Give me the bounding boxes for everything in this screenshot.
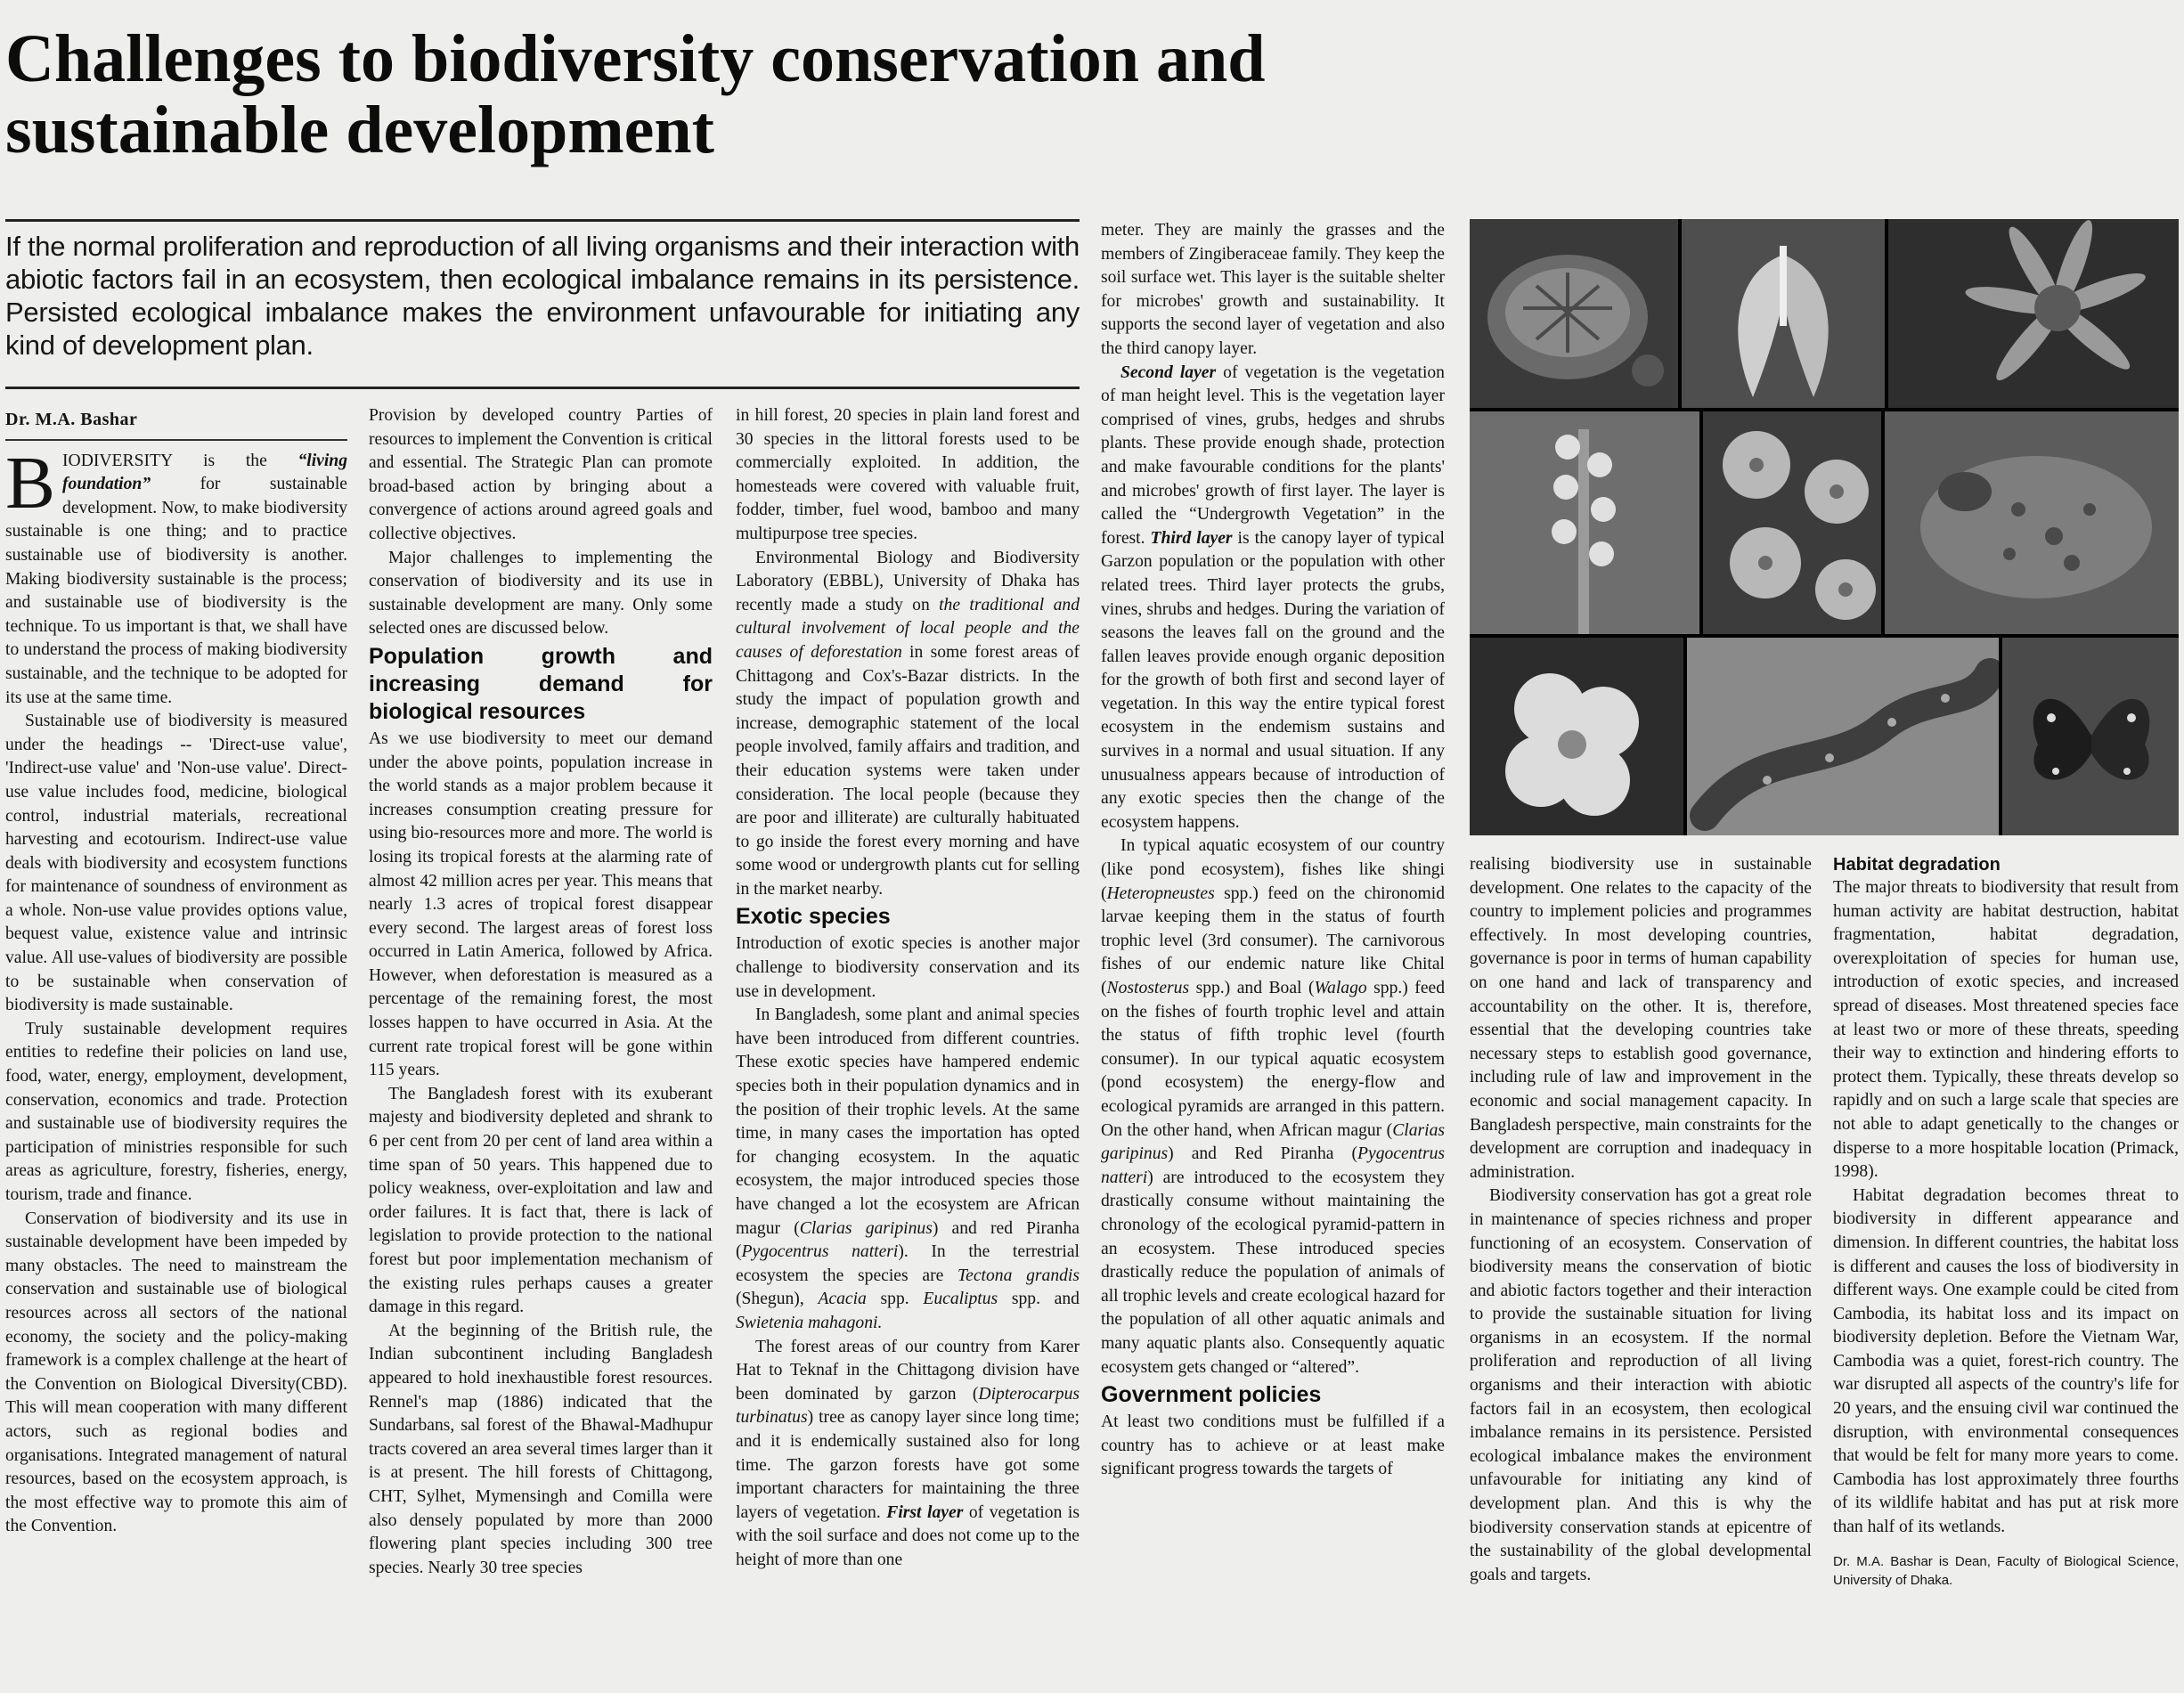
- drop-cap: B: [5, 441, 56, 525]
- standfirst: If the normal proliferation and reproduction of all living organisms and their interaction with abiotic factors fail in an ecosystem, then ecological imbalance remains in its persistence. Persisted ecological imbalance makes the environment unfavourable for initiating any kind of development plan.: [5, 231, 1080, 361]
- subheading-habitat-degradation: Habitat degradation: [1833, 855, 2001, 875]
- paragraph: Provision by developed country Parties of resources to implement the Convention is critical and essential. The Strategic Plan can promote broad-based action by bringing about a convergence of actions around agreed goals and collective objectives.: [369, 406, 713, 543]
- paragraph: in hill forest, 20 species in plain land forest and 30 species in the littoral forests used to be commercially exploited. In addition, the homesteads were covered with valuable fruit, fodder, timber, fuel wood, bamboo and many multipurpose tree species.: [736, 406, 1080, 543]
- paragraph: As we use biodiversity to meet our demand under the above points, population increase in the world stands as a major problem because it increases consumption creating pressure for using bio-resources more and more. The world is losing its tropical forests at the alarming rate of almost 42 million acres per year. This means that nearly 1.3 acres of tropical forest disappear every second. The largest areas of forest loss occurred in Latin America, followed by Africa. However, when deforestation is measured as a percentage of the remaining forest, the most losses happen to have occurred in Asia. At the current rate tropical forest will be gone within 115 years.: [369, 728, 713, 1080]
- paragraph: Truly sustainable development requires entities to redefine their policies on land use, food, water, energy, employment, development, conservation, economics and trade. Protection and sustainable use of biodiversity requires the participation of ministries responsible for such areas as agriculture, forestry, fisheries, energy, tourism, trade and finance.: [5, 1019, 347, 1204]
- frog-photo: [1885, 411, 2179, 634]
- headline: Challenges to biodiversity conservation and sustainable development: [5, 21, 1266, 167]
- subheading-government-policies: Government policies: [1101, 1382, 1322, 1408]
- byline: Dr. M.A. Bashar: [5, 408, 347, 441]
- column-4: [1101, 219, 1445, 1482]
- moth-photo: [1682, 219, 1885, 408]
- paragraph: Habitat degradation becomes threat to biodiversity in different appearance and dimension. In different countries, the habitat loss is different and causes the loss of biodiversity in different ways. One example could be cited from Cambodia, its habitat loss and its impact on biodiversity depletion. Before the Vietnam War, Cambodia was a quiet, forest-rich country. The war disrupted all aspects of the country's life for 20 years, and the ensuing civil war continued the disruption, with environmental consequences that would be felt for many more years to come. Cambodia has lost approximately three fourths of its wildlife habitat and has put at risk more than half of its wetlands.: [1833, 1185, 2179, 1537]
- turtle-photo: [1470, 219, 1678, 408]
- butterfly-photo: [2002, 638, 2179, 835]
- paragraph: Biodiversity conservation has got a great role in maintenance of species richness and proper functioning of an ecosystem. Conservation of biodiversity means the conservation of biotic and abiotic factors together and their interaction to provide the sustainable situation for living organisms in an ecosystem. If the normal proliferation and reproduction of all living organisms and their interaction with abiotic factors fail in an ecosystem, then ecological imbalance remains in its persistence. Persisted ecological imbalance makes the environment unfavourable for initiating any kind of development plan. And this is why the biodiversity conservation stands at epicentre of the sustainability of the global developmental goals and targets.: [1470, 1186, 1812, 1584]
- column-2: [369, 404, 713, 1580]
- column-1: [5, 408, 347, 1539]
- salamander-photo: [1687, 638, 1999, 835]
- author-note: Dr. M.A. Bashar is Dean, Faculty of Biological Science, University of Dhaka.: [1833, 1553, 2179, 1588]
- standfirst-top-rule: [5, 219, 1080, 222]
- paragraph: Major challenges to implementing the conservation of biodiversity and its use in sustainable development are many. Only some selected ones are discussed below.: [369, 548, 713, 639]
- column-5: [1470, 853, 1812, 1587]
- paragraph: Environmental Biology and Biodiversity Laboratory (EBBL), University of Dhaka has recently made a study on the traditional and cultural involvement of local people and the causes of deforestation in some forest areas of Chittagong and Cox's-Bazar districts. In the study the impact of population growth and increase, demographic statement of the local people involved, family affairs and tradition, and their education systems were taken under consideration. The local people (because they are poor and illiterate) are culturally habituated to go inside the forest every morning and have some wood or undergrowth plants cut for selling in the market nearby.: [736, 548, 1080, 899]
- paragraph: In typical aquatic ecosystem of our country (like pond ecosystem), fishes like shingi (Heteropneustes spp.) feed on the chironomid larvae keeping them in the status of fourth trophic level (3rd consumer). The carnivorous fishes of our endemic nature like Chital (Nostosterus spp.) and Boal (Walago spp.) feed on the fishes of fourth trophic level and attain the status of fifth trophic level (fourth consumer). In our typical aquatic ecosystem (pond ecosystem) the energy-flow and ecological pyramids are arranged in this pattern. On the other hand, when African magur (Clarias garipinus) and Red Piranha (Pygocentrus natteri) are introduced to the ecosystem they drastically consume without maintaining the chronology of the ecological pyramid-pattern in an ecosystem. These introduced species drastically reduce the population of animals of all trophic levels and create ecological hazard for the population of all other aquatic animals and many aquatic plants also. Consequently aquatic ecosystem gets changed or “altered”.: [1101, 836, 1446, 1377]
- paragraph: realising biodiversity use in sustainable development. One relates to the capacity of the country to implement policies and programmes effectively. In most developing countries, governance is poor in terms of human capability on one hand and lack of transparency and accountability on the other. It is, therefore, essential that the developing countries take necessary steps to establish good governance, including rule of law and improvement in the economic and social management capacity. In Bangladesh perspective, main constraints for the development are corruption and inadequacy in administration.: [1470, 855, 1812, 1182]
- column-3: [736, 404, 1080, 1573]
- paragraph: At the beginning of the British rule, the Indian subcontinent including Bangladesh appeared to hold inexhaustible forest resources. Rennel's map (1886) indicated that the Sundarbans, sal forest of the Bhawal-Madhupur tracts covered an area several times larger than it is at present. The hill forests of Chittagong, CHT, Sylhet, Mymensingh and Comilla were also densely populated by more than 2000 flowering plant species including 300 tree species. Nearly 30 tree species: [369, 1321, 713, 1577]
- paragraph: Conservation of biodiversity and its use in sustainable development have been impeded by many obstacles. The need to mainstream the conservation and sustainable use of biological resources across all sectors of the national economy, the society and the policy-making framework is a complex challenge at the heart of the Convention on Biological Diversity(CBD). This will mean cooperation with many different actors, such as regional bodies and organisations. Integrated management of natural resources, based on the ecosystem approach, is the most effective way to promote this aim of the Convention.: [5, 1209, 347, 1536]
- photo-collage: [1470, 219, 2179, 835]
- flower-photo-top: [1888, 219, 2179, 408]
- paragraph: The major threats to biodiversity that result from human activity are habitat destruction, habitat fragmentation, habitat degradation, overexploitation of species for human use, introduction of exotic species, and increased spread of diseases. Most threatened species face at least two or more of these threats, speeding their way to extinction and hindering efforts to protect them. Typically, these threats develop so rapidly and on such a large scale that species are not able to adapt genetically to the changes or disperse to a more hospitable location (Primack, 1998).: [1833, 878, 2179, 1182]
- paragraph: The Bangladesh forest with its exuberant majesty and biodiversity depleted and shrank to 6 per cent from 20 per cent of land area within a time span of 50 years. This happened due to policy weakness, over-exploitation and law and order failures. It is fact that, there is lack of legislation to provide protection to the national forest but poor implementation mechanism of the existing rules perhaps causes a greater damage in this regard.: [369, 1084, 713, 1317]
- paragraph: Introduction of exotic species is another major challenge to biodiversity conservation and its use in development.: [736, 934, 1080, 1001]
- paragraph: The forest areas of our country from Karer Hat to Teknaf in the Chittagong division have been dominated by garzon (Dipterocarpus turbinatus) tree as canopy layer since long time; and it is endemically sustained also for long time. The garzon forests have got some important characters for maintaining the three layers of vegetation. First layer of vegetation is with the soil surface and does not come up to the height of more than one: [736, 1337, 1080, 1569]
- pink-flowers-photo: [1703, 411, 1881, 634]
- paragraph: In Bangladesh, some plant and animal species have been introduced from different countries. These exotic species have hampered endemic species both in their population dynamics and in the position of their trophic levels. At the same time, in many cases the importation has opted for changing ecosystem. In the aquatic ecosystem, the major introduced species those have changed a lot the ecosystem are African magur (Clarias garipinus) and red Piranha (Pygocentrus natteri). In the terrestrial ecosystem the species are Tectona grandis (Shegun), Acacia spp. Eucaliptus spp. and Swietenia mahagoni.: [736, 1005, 1080, 1332]
- subheading-population-growth: Population growth and increasing demand for biological resources: [369, 643, 713, 724]
- paragraph: At least two conditions must be fulfilled if a country has to achieve or at least make significant progress towards the targets of: [1101, 1412, 1445, 1479]
- orchid-photo: [1470, 411, 1699, 634]
- white-flower-photo: [1470, 638, 1683, 835]
- paragraph: Second layer of vegetation is the vegetation of man height level. This is the vegetation layer comprised of vines, grubs, hedges and shrubs plants. These provide enough shade, protection and make favourable conditions for the plants' and microbes' growth of first layer. The layer is called the “Undergrowth Vegetation” in the forest. Third layer is the canopy layer of typical Garzon population or the population with other related trees. Third layer protects the grubs, vines, shrubs and hedges. During the variation of seasons the leaves fall on the ground and the fallen leaves provide enough organic deposition for the growth of both first and second layer of vegetation. In this way the entire typical forest ecosystem in the endemism sustains and survives in a normal and usual situation. If any unusualness appears because of introduction of any exotic species then the change of the ecosystem happens.: [1101, 362, 1446, 832]
- subheading-exotic-species: Exotic species: [736, 904, 891, 930]
- standfirst-bottom-rule: [5, 387, 1080, 389]
- intro-paragraph: BIODIVERSITY is the “living foundation” for sustainable development. Now, to make biodiversity sustainable is one thing; and to practice sustainable use of biodiversity is another. Making biodiversity sustainable is the process; and sustainable use of biodiversity is the technique. To us important is that, we shall have to understand the process of making biodiversity sustainable, and the technique to be adopted for its use at the same time.: [5, 441, 347, 707]
- column-6: [1833, 853, 2179, 1590]
- paragraph: meter. They are mainly the grasses and the members of Zingiberaceae family. They keep the soil surface wet. This layer is the suitable shelter for microbes' growth and sustainability. It supports the second layer of vegetation and also the third canopy layer.: [1101, 221, 1445, 358]
- paragraph: Sustainable use of biodiversity is measured under the headings -- 'Direct-use value', 'Indirect-use value' and 'Non-use value'. Direct-use value includes food, medicine, biological control, industrial materials, recreational harvesting and ecotourism. Indirect-use value deals with biodiversity and ecosystem functions for maintenance of soundness of environment as a whole. Non-use value provides options value, bequest value, existence value and intrinsic value. All use-values of biodiversity are possible to be sustainable when conservation of biodiversity is made sustainable.: [5, 712, 347, 1015]
